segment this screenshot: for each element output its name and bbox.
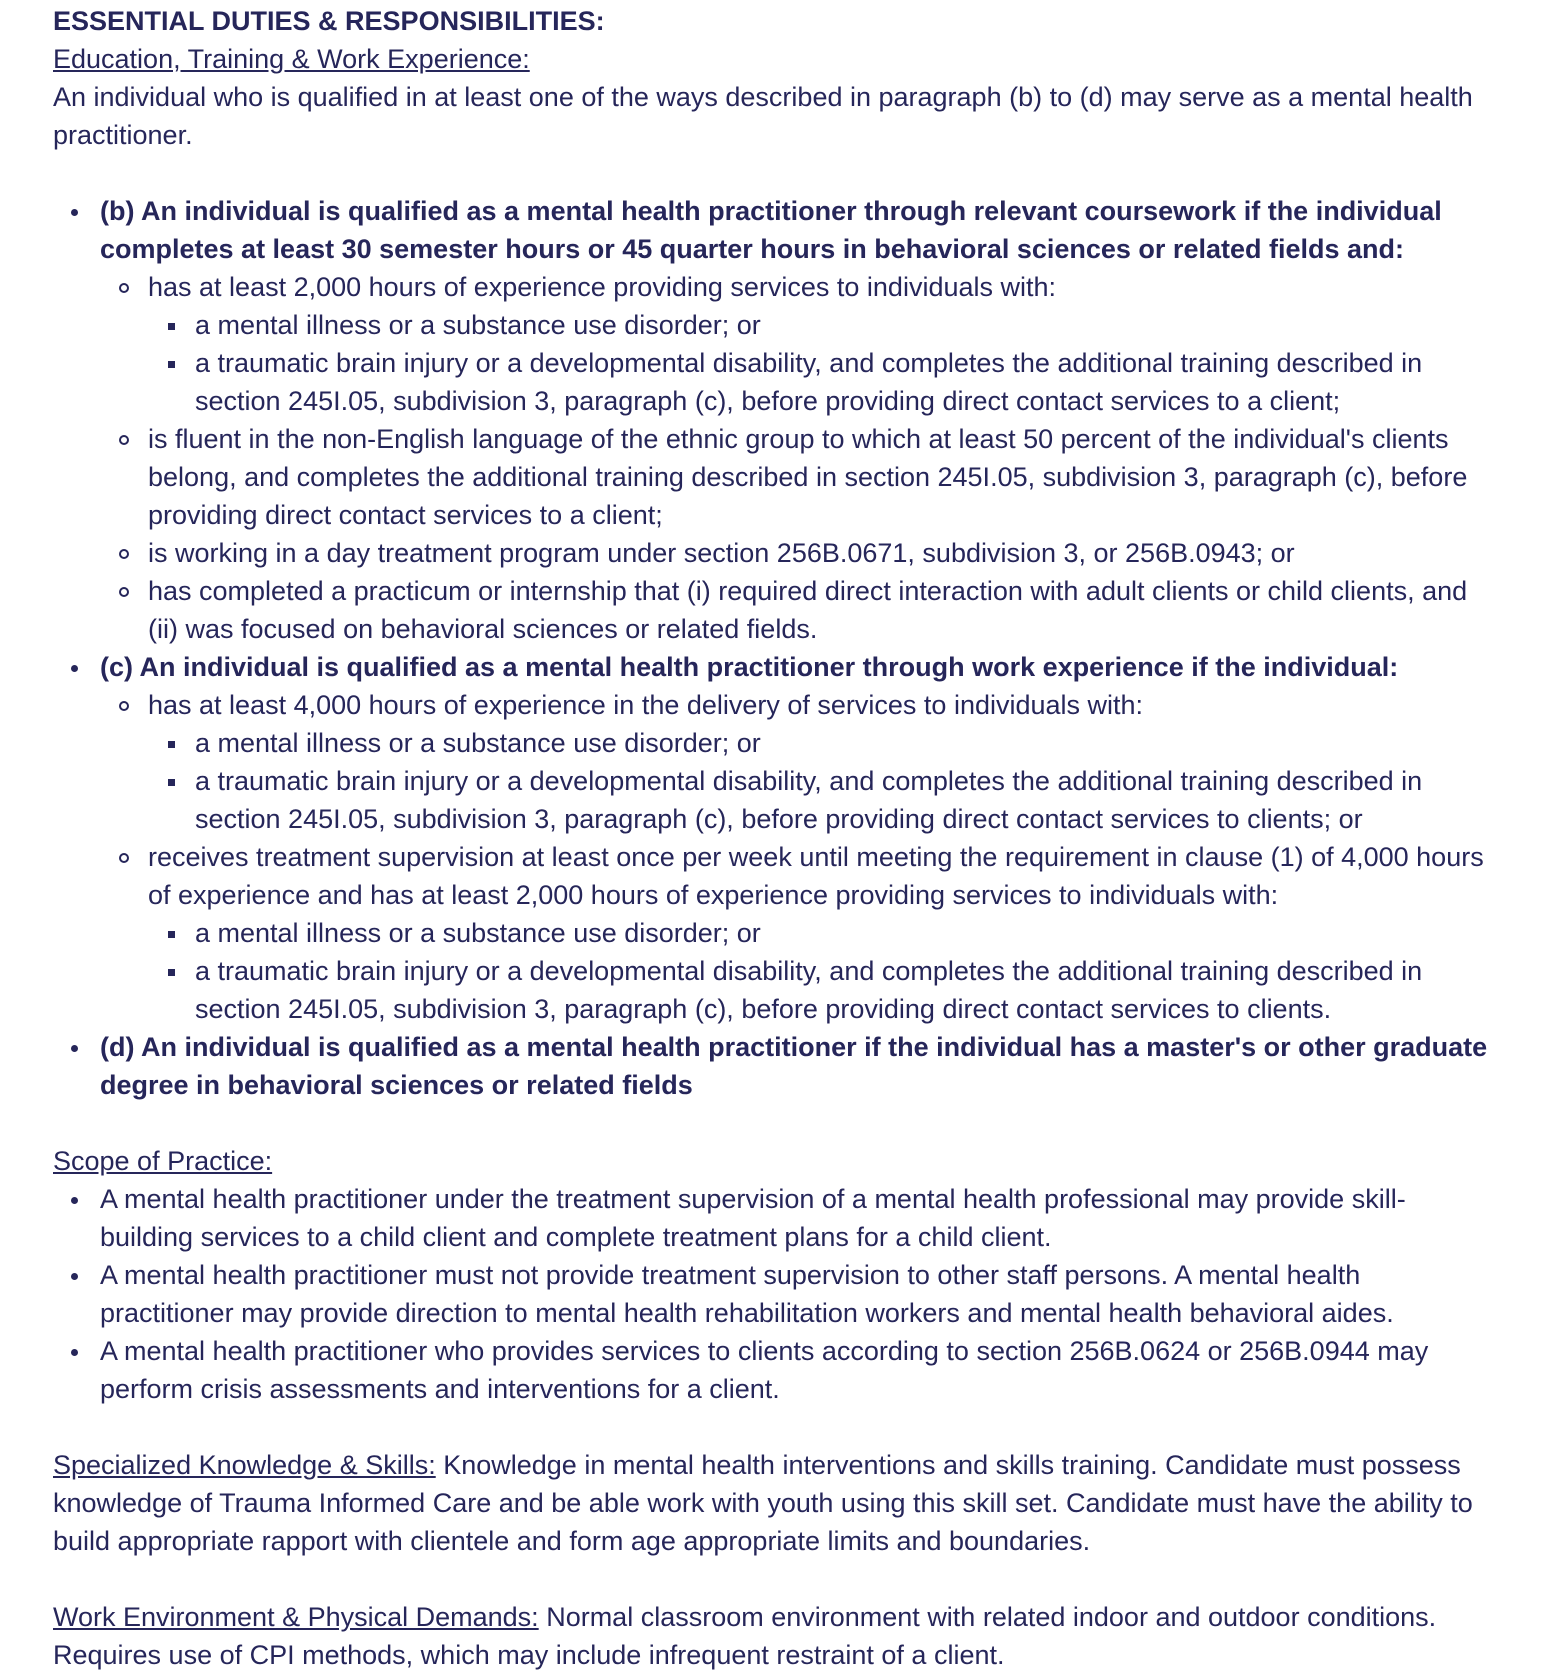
environment-paragraph (53, 1598, 1491, 1674)
qualification-c-text: (c) An individual is qualified as a mental health practitioner through work experience if the individual: (100, 652, 1399, 682)
nested-list (148, 306, 1491, 420)
list-item: a traumatic brain injury or a developmental disability, and completes the additional training described in section 245I.05, subdivision 3, paragraph (c), before providing direct contact services to a client; (148, 344, 1491, 420)
knowledge-heading: Specialized Knowledge & Skills: (53, 1450, 436, 1480)
list-item (100, 686, 1491, 838)
list-item (100, 268, 1491, 420)
scope-heading: Scope of Practice: (53, 1146, 273, 1176)
nested-list (148, 724, 1491, 838)
nested-list (148, 914, 1491, 1028)
environment-text: Normal classroom environment with related indoor and outdoor conditions. Requires use of CPI methods, which may include infrequent restraint of a client. (53, 1602, 1437, 1670)
list-item-text: has at least 2,000 hours of experience providing services to individuals with: (148, 272, 1057, 302)
environment-heading: Work Environment & Physical Demands: (53, 1602, 539, 1632)
spacer (53, 1408, 1491, 1446)
list-item: is working in a day treatment program under section 256B.0671, subdivision 3, or 256B.0943; or (100, 534, 1491, 572)
list-item: is fluent in the non-English language of the ethnic group to which at least 50 percent of the individual's clients belong, and completes the additional training described in section 245I.05, subdivision 3, paragraph (c), before providing direct contact services to a client; (100, 420, 1491, 534)
list-item: A mental health practitioner who provides services to clients according to section 256B.0624 or 256B.0944 may perform crisis assessments and interventions for a client. (53, 1332, 1491, 1408)
list-item-c (53, 648, 1491, 1028)
knowledge-paragraph (53, 1446, 1491, 1560)
list-item: A mental health practitioner must not provide treatment supervision to other staff persons. A mental health practitioner may provide direction to mental health rehabilitation workers and mental health behavioral aides. (53, 1256, 1491, 1332)
page-title: ESSENTIAL DUTIES & RESPONSIBILITIES: (53, 6, 605, 36)
spacer (53, 154, 1491, 192)
list-item: a mental illness or a substance use disorder; or (148, 914, 1491, 952)
list-item-d (53, 1028, 1491, 1104)
qualification-c-sublist (100, 686, 1491, 1028)
education-heading: Education, Training & Work Experience: (53, 44, 530, 74)
scope-list (53, 1180, 1491, 1408)
spacer (53, 1560, 1491, 1598)
list-item-text: has at least 4,000 hours of experience in the delivery of services to individuals with: (148, 690, 1144, 720)
list-item: a traumatic brain injury or a developmental disability, and completes the additional training described in section 245I.05, subdivision 3, paragraph (c), before providing direct contact services to clients; or (148, 762, 1491, 838)
knowledge-text: Knowledge in mental health interventions and skills training. Candidate must possess knowledge of Trauma Informed Care and be able work with youth using this skill set. Candidate must have the ability to build appropriate rapport with clientele and form age appropriate limits and boundaries. (53, 1450, 1473, 1556)
education-intro: An individual who is qualified in at least one of the ways described in paragraph (b) to (d) may serve as a mental health practitioner. (53, 82, 1473, 150)
list-item: a mental illness or a substance use disorder; or (148, 724, 1491, 762)
qualification-b-text: (b) An individual is qualified as a mental health practitioner through relevant coursework if the individual completes at least 30 semester hours or 45 quarter hours in behavioral sciences or related fields and: (100, 196, 1442, 264)
list-item: a mental illness or a substance use disorder; or (148, 306, 1491, 344)
list-item-b (53, 192, 1491, 648)
list-item-text: receives treatment supervision at least once per week until meeting the requirement in clause (1) of 4,000 hours of experience and has at least 2,000 hours of experience providing services to individuals with: (148, 842, 1484, 910)
list-item (100, 838, 1491, 1028)
list-item: A mental health practitioner under the treatment supervision of a mental health professional may provide skill-building services to a child client and complete treatment plans for a child client. (53, 1180, 1491, 1256)
qualification-d-text: (d) An individual is qualified as a mental health practitioner if the individual has a master's or other graduate degree in behavioral sciences or related fields (100, 1032, 1488, 1100)
qualification-b-sublist (100, 268, 1491, 648)
list-item: has completed a practicum or internship that (i) required direct interaction with adult clients or child clients, and (ii) was focused on behavioral sciences or related fields. (100, 572, 1491, 648)
qualification-list (53, 192, 1491, 1104)
list-item: a traumatic brain injury or a developmental disability, and completes the additional training described in section 245I.05, subdivision 3, paragraph (c), before providing direct contact services to clients. (148, 952, 1491, 1028)
spacer (53, 1104, 1491, 1142)
